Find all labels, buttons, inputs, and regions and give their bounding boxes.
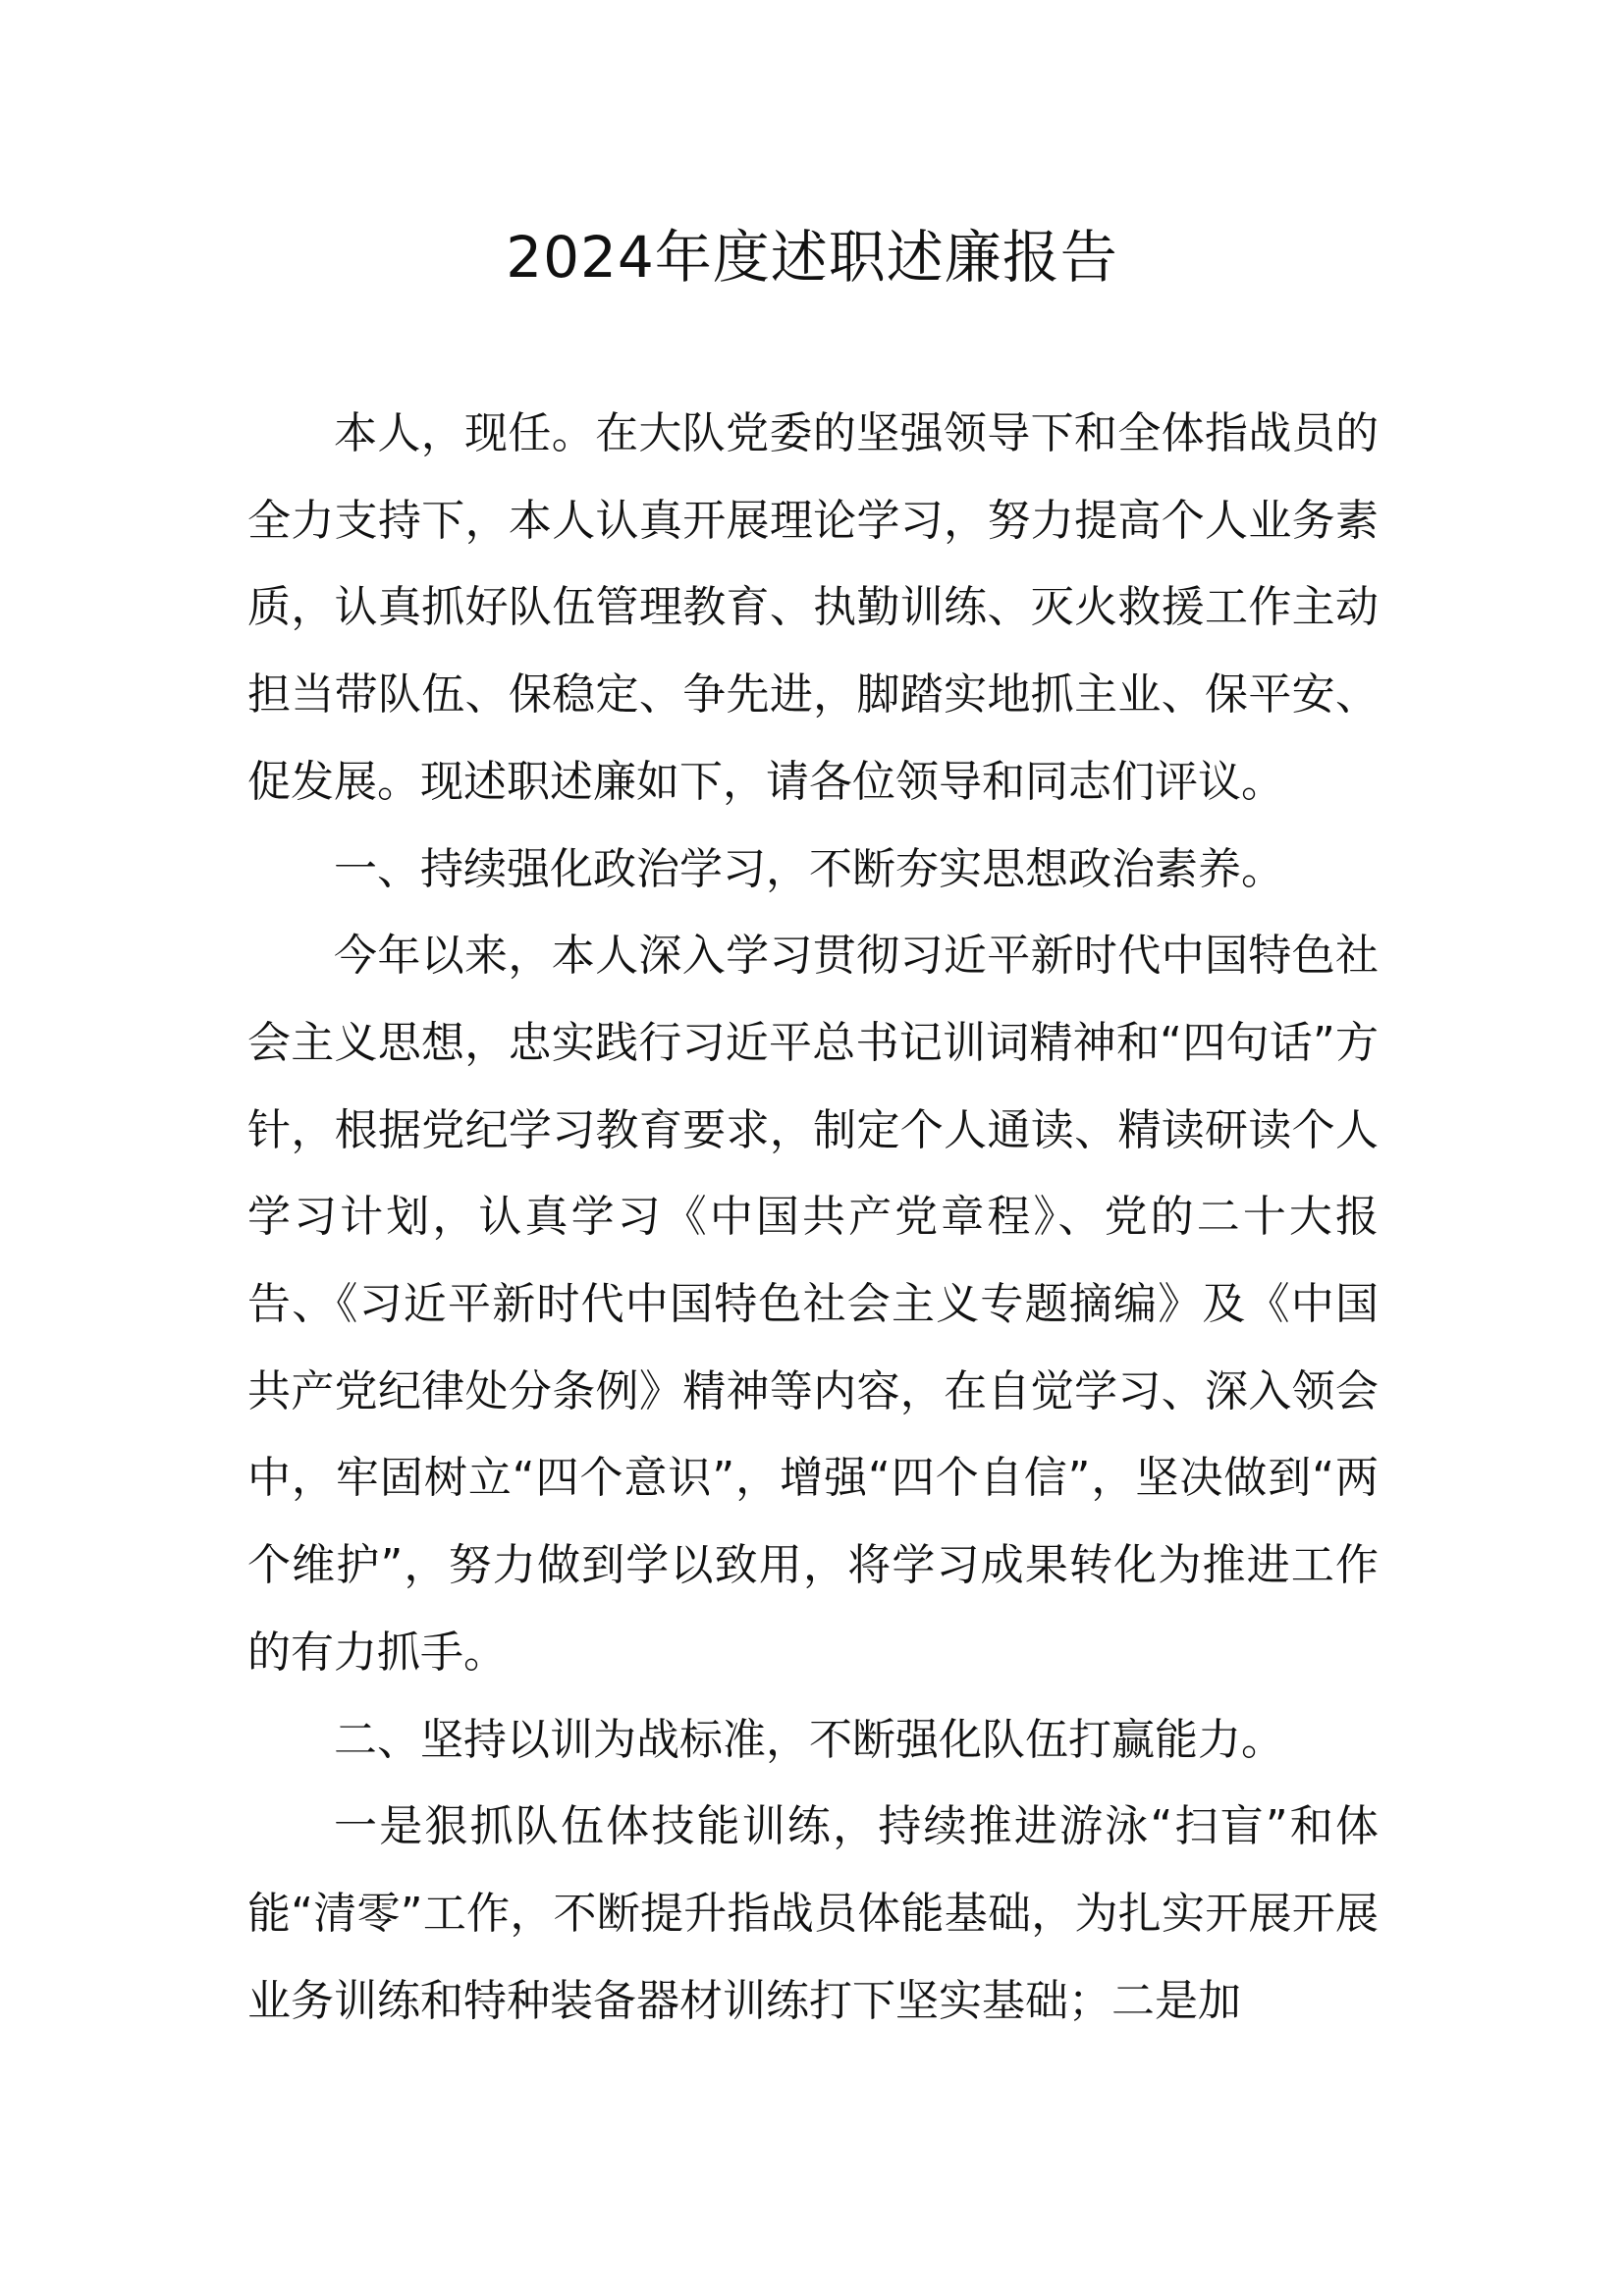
section-heading-1: 一、持续强化政治学习，不断夯实思想政治素养。	[334, 843, 1284, 894]
section-heading-2: 二、坚持以训为战标准，不断强化队伍打赢能力。	[334, 1714, 1284, 1765]
document-title: 2024年度述职述廉报告	[506, 224, 1118, 291]
paragraph-training: 一是狠抓队伍体技能训练，持续推进游泳“扫盲”和体能“清零”工作，不断提升指战员体能基础，为扎实开展开展业务训练和特种装备器材训练打下坚实基础；二是加	[247, 1801, 1379, 2026]
paragraph-political-study: 今年以来，本人深入学习贯彻习近平新时代中国特色社会主义思想，忠实践行习近平总书记训词精神和“四句话”方针，根据党纪学习教育要求，制定个人通读、精读研读个人学习计划，认真学习《中国共产党章程》、党的二十大报告、《习近平新时代中国特色社会主义专题摘编》及《中国共产党纪律处分条例》精神等内容，在自觉学习、深入领会中，牢固树立“四个意识”，增强“四个自信”，坚决做到“两个维护”，努力做到学以致用，将学习成果转化为推进工作的有力抓手。	[247, 931, 1379, 1678]
paragraph-intro: 本人，现任。在大队党委的坚强领导下和全体指战员的全力支持下，本人认真开展理论学习，努力提高个人业务素质，认真抓好队伍管理教育、执勤训练、灭火救援工作主动担当带队伍、保稳定、争先进，脚踏实地抓主业、保平安、促发展。现述职述廉如下，请各位领导和同志们评议。	[247, 408, 1379, 807]
document-body	[247, 391, 1379, 2045]
